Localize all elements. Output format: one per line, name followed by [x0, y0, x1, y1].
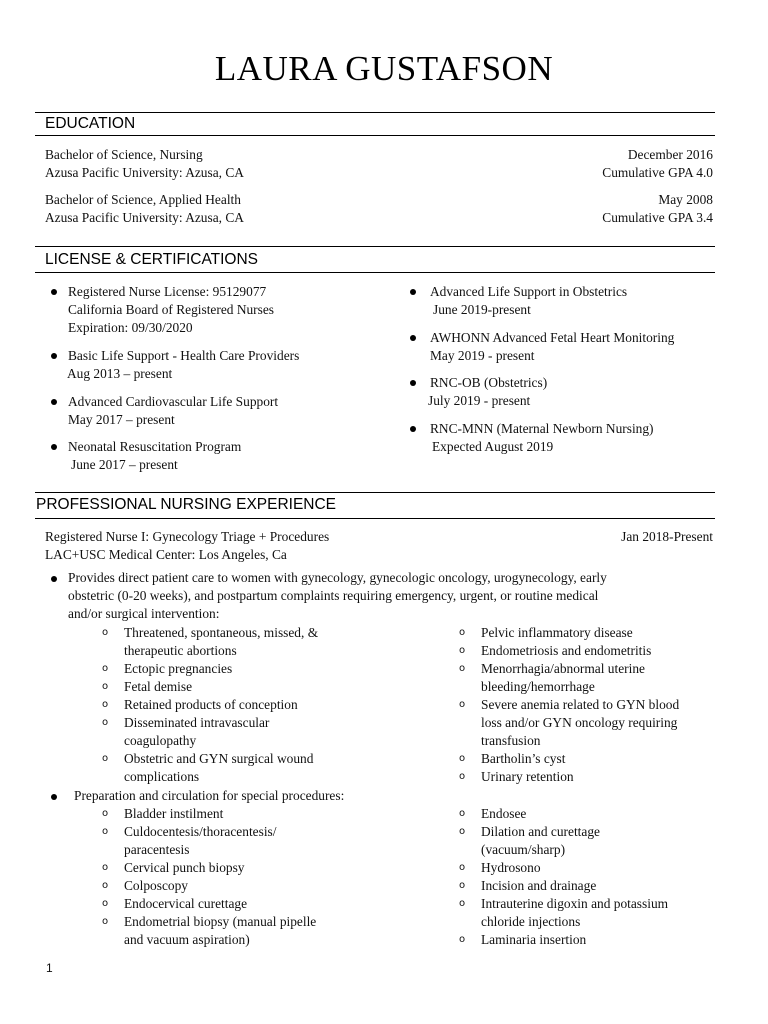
- procedure-item: [459, 877, 668, 895]
- education-entry: [45, 191, 713, 227]
- procedure-item: [102, 823, 316, 859]
- experience-heading: PROFESSIONAL NURSING EXPERIENCE: [36, 496, 337, 513]
- cert-line: June 2019-present: [433, 302, 531, 317]
- procedure-item-line: Endosee: [481, 806, 527, 821]
- cert-line: July 2019 - present: [428, 393, 531, 408]
- condition-item-line: Urinary retention: [481, 769, 574, 784]
- cert-line: June 2017 – present: [71, 457, 178, 472]
- procedure-list-left: [102, 805, 316, 949]
- circle-bullet-icon: o: [459, 934, 466, 945]
- condition-item-line: Severe anemia related to GYN blood: [481, 697, 680, 712]
- cert-line: May 2019 - present: [430, 348, 535, 363]
- circle-bullet-icon: o: [102, 627, 109, 638]
- duty-bullet: [68, 569, 607, 623]
- procedure-item: [459, 823, 668, 859]
- circle-bullet-icon: o: [459, 880, 466, 891]
- procedure-item-line: Endometrial biopsy (manual pipelle: [124, 914, 317, 929]
- cert-line: AWHONN Advanced Fetal Heart Monitoring: [430, 330, 675, 345]
- procedure-list-right: [459, 805, 668, 949]
- condition-item-line: Disseminated intravascular: [124, 715, 270, 730]
- duty-line: Preparation and circulation for special procedures:: [74, 788, 345, 803]
- cert-item: [430, 420, 654, 456]
- condition-item: [459, 642, 679, 660]
- cert-line: Aug 2013 – present: [67, 366, 173, 381]
- condition-item-line: Menorrhagia/abnormal uterine: [481, 661, 645, 676]
- circle-bullet-icon: o: [102, 916, 109, 927]
- circle-bullet-icon: o: [102, 862, 109, 873]
- bullet-icon: [51, 794, 57, 800]
- bullet-icon: [51, 399, 57, 405]
- procedure-item: [459, 895, 668, 931]
- circle-bullet-icon: o: [102, 663, 109, 674]
- section-rule-bottom: [35, 272, 715, 273]
- bullet-icon: [410, 380, 416, 386]
- condition-item-line: Retained products of conception: [124, 697, 298, 712]
- procedure-item-line: Dilation and curettage: [481, 824, 600, 839]
- page-number: 1: [46, 961, 53, 975]
- education-date: May 2008: [658, 192, 713, 207]
- condition-item: [459, 768, 679, 786]
- circle-bullet-icon: o: [459, 808, 466, 819]
- cert-line: Basic Life Support - Health Care Providers: [68, 348, 300, 363]
- circle-bullet-icon: o: [459, 699, 466, 710]
- bullet-icon: [410, 426, 416, 432]
- school: Azusa Pacific University: Azusa, CA: [45, 210, 244, 225]
- condition-item-line: loss and/or GYN oncology requiring: [481, 715, 678, 730]
- cert-line: RNC-MNN (Maternal Newborn Nursing): [430, 421, 654, 436]
- condition-item: [102, 696, 318, 714]
- procedure-item: [102, 805, 316, 823]
- education-gpa: Cumulative GPA 4.0: [602, 165, 713, 180]
- procedure-item-line: Endocervical curettage: [124, 896, 248, 911]
- bullet-icon: [51, 353, 57, 359]
- condition-item: [102, 624, 318, 660]
- degree: Bachelor of Science, Nursing: [45, 147, 203, 162]
- circle-bullet-icon: o: [102, 753, 109, 764]
- circle-bullet-icon: o: [102, 826, 109, 837]
- procedure-item-line: paracentesis: [124, 842, 190, 857]
- education-date: December 2016: [627, 147, 713, 162]
- circle-bullet-icon: o: [459, 862, 466, 873]
- circle-bullet-icon: o: [459, 771, 466, 782]
- cert-item: [430, 283, 627, 319]
- cert-item: [68, 283, 274, 337]
- cert-item: [68, 393, 278, 429]
- bullet-icon: [51, 444, 57, 450]
- cert-line: Advanced Life Support in Obstetrics: [430, 284, 628, 299]
- condition-item: [102, 750, 318, 786]
- procedure-item-line: Incision and drainage: [481, 878, 597, 893]
- circle-bullet-icon: o: [102, 681, 109, 692]
- condition-item-line: Threatened, spontaneous, missed, &: [124, 625, 319, 640]
- condition-item-line: Obstetric and GYN surgical wound: [124, 751, 314, 766]
- condition-list-left: [102, 624, 318, 786]
- condition-item-line: Bartholin’s cyst: [481, 751, 566, 766]
- education-entry: [45, 146, 713, 182]
- section-rule-top: [35, 246, 715, 247]
- cert-line: California Board of Registered Nurses: [68, 302, 275, 317]
- procedure-item: [102, 877, 316, 895]
- condition-item-line: Endometriosis and endometritis: [481, 643, 652, 658]
- job-employer: LAC+USC Medical Center: Los Angeles, Ca: [45, 547, 287, 562]
- condition-item-line: bleeding/hemorrhage: [481, 679, 595, 694]
- procedure-item-line: Culdocentesis/thoracentesis/: [124, 824, 277, 839]
- condition-item: [459, 696, 679, 750]
- education-heading: EDUCATION: [45, 115, 136, 132]
- cert-line: Expected August 2019: [432, 439, 554, 454]
- procedure-item-line: Laminaria insertion: [481, 932, 587, 947]
- condition-item: [459, 624, 679, 642]
- condition-item-line: Ectopic pregnancies: [124, 661, 233, 676]
- condition-item-line: transfusion: [481, 733, 541, 748]
- cert-item: [430, 329, 674, 365]
- circle-bullet-icon: o: [459, 898, 466, 909]
- circle-bullet-icon: o: [459, 663, 466, 674]
- cert-line: RNC-OB (Obstetrics): [430, 375, 548, 390]
- circle-bullet-icon: o: [102, 880, 109, 891]
- section-rule-top: [35, 492, 715, 493]
- condition-item: [459, 660, 679, 696]
- licenses-heading: LICENSE & CERTIFICATIONS: [45, 251, 259, 268]
- circle-bullet-icon: o: [102, 717, 109, 728]
- condition-item-line: therapeutic abortions: [124, 643, 237, 658]
- section-rule-bottom: [35, 135, 715, 136]
- section-rule-top: [35, 112, 715, 113]
- procedure-item-line: Cervical punch biopsy: [124, 860, 245, 875]
- condition-item: [459, 750, 679, 768]
- school: Azusa Pacific University: Azusa, CA: [45, 165, 244, 180]
- section-rule-bottom: [35, 518, 715, 519]
- cert-line: Registered Nurse License: 95129077: [68, 284, 267, 299]
- procedure-item: [459, 859, 668, 877]
- cert-item: [68, 347, 299, 383]
- condition-item-line: coagulopathy: [124, 733, 197, 748]
- duty-line: obstetric (0-20 weeks), and postpartum complaints requiring emergency, urgent, or routine medical: [68, 588, 599, 603]
- circle-bullet-icon: o: [102, 808, 109, 819]
- duty-line: and/or surgical intervention:: [68, 606, 220, 621]
- procedure-item-line: Hydrosono: [481, 860, 541, 875]
- job-title: Registered Nurse I: Gynecology Triage + Procedures: [45, 529, 330, 544]
- procedure-item-line: (vacuum/sharp): [481, 842, 566, 857]
- job-dates: Jan 2018-Present: [621, 529, 713, 544]
- condition-item: [102, 678, 318, 696]
- circle-bullet-icon: o: [102, 699, 109, 710]
- condition-item: [102, 714, 318, 750]
- resume-name: LAURA GUSTAFSON: [214, 49, 554, 88]
- circle-bullet-icon: o: [459, 645, 466, 656]
- condition-item: [102, 660, 318, 678]
- degree: Bachelor of Science, Applied Health: [45, 192, 241, 207]
- circle-bullet-icon: o: [459, 627, 466, 638]
- circle-bullet-icon: o: [459, 753, 466, 764]
- cert-item: [68, 438, 241, 474]
- procedure-item-line: Bladder instilment: [124, 806, 224, 821]
- procedure-item-line: Colposcopy: [124, 878, 188, 893]
- duty-line: Provides direct patient care to women with gynecology, gynecologic oncology, urogynecology, early: [68, 570, 607, 585]
- procedure-item: [459, 805, 668, 823]
- bullet-icon: [51, 576, 57, 582]
- cert-line: May 2017 – present: [68, 412, 175, 427]
- cert-line: Expiration: 09/30/2020: [68, 320, 193, 335]
- procedure-item: [102, 913, 316, 949]
- bullet-icon: [410, 335, 416, 341]
- bullet-icon: [51, 289, 57, 295]
- education-gpa: Cumulative GPA 3.4: [602, 210, 713, 225]
- condition-item-line: Pelvic inflammatory disease: [481, 625, 633, 640]
- bullet-icon: [410, 289, 416, 295]
- procedure-item: [459, 931, 668, 949]
- procedure-item-line: and vacuum aspiration): [124, 932, 250, 947]
- cert-line: Neonatal Resuscitation Program: [68, 439, 242, 454]
- cert-item: [430, 374, 547, 410]
- cert-line: Advanced Cardiovascular Life Support: [68, 394, 279, 409]
- condition-item-line: complications: [124, 769, 200, 784]
- circle-bullet-icon: o: [102, 898, 109, 909]
- procedure-item-line: Intrauterine digoxin and potassium: [481, 896, 669, 911]
- procedure-item: [102, 895, 316, 913]
- procedure-item: [102, 859, 316, 877]
- job-header: [45, 528, 713, 564]
- procedure-item-line: chloride injections: [481, 914, 581, 929]
- condition-item-line: Fetal demise: [124, 679, 193, 694]
- circle-bullet-icon: o: [459, 826, 466, 837]
- condition-list-right: [459, 624, 679, 786]
